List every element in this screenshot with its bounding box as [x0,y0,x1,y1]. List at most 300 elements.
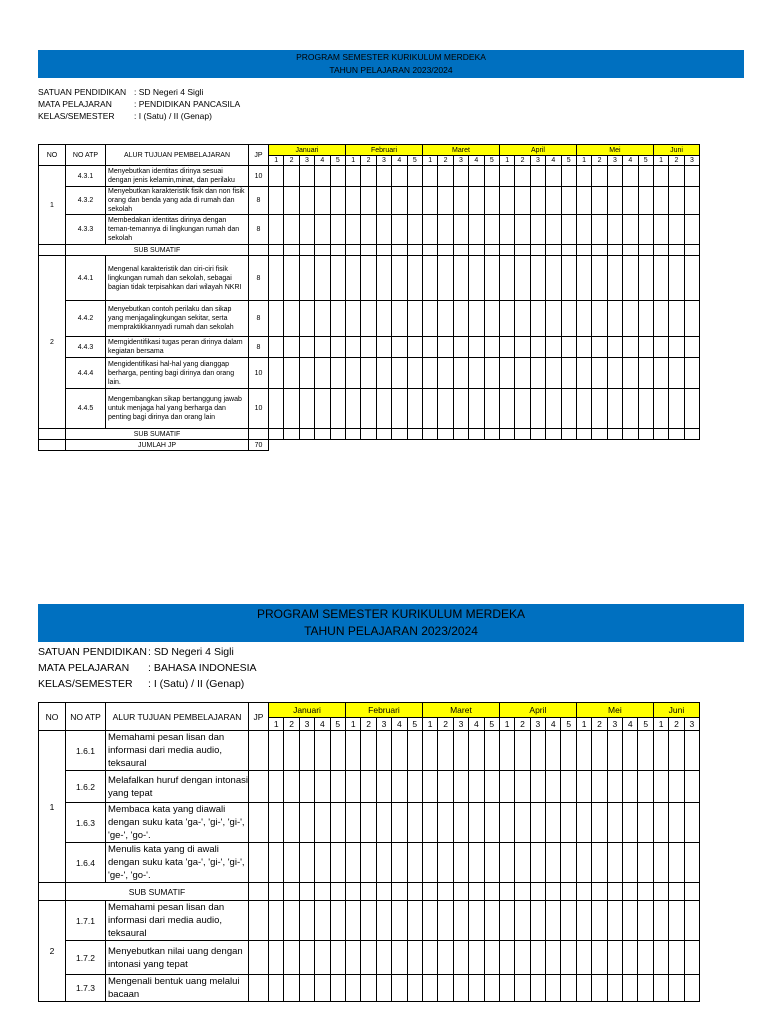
schedule-cell [284,883,299,901]
schedule-cell [392,803,407,843]
schedule-cell [653,358,668,389]
schedule-cell [546,731,561,771]
schedule-cell [361,771,376,803]
schedule-cell [453,358,468,389]
schedule-cell [530,215,545,245]
schedule-cell [653,256,668,301]
jp-value: 8 [249,187,269,215]
week-number: 4 [392,156,407,166]
blank-cell [39,440,66,451]
schedule-cell [392,187,407,215]
schedule-cell [499,803,514,843]
schedule-cell [561,429,576,440]
month-header: April [499,703,576,718]
schedule-cell [315,803,330,843]
schedule-cell [484,215,499,245]
schedule-cell [346,187,361,215]
schedule-cell [438,803,453,843]
schedule-cell [376,883,391,901]
month-header: Mei [576,145,653,156]
schedule-cell [315,245,330,256]
schedule-cell [376,771,391,803]
schedule-cell [438,358,453,389]
schedule-cell [376,215,391,245]
schedule-cell [669,187,684,215]
schedule-cell [423,337,438,358]
schedule-cell [546,941,561,975]
schedule-cell [453,256,468,301]
schedule-cell [607,187,622,215]
schedule-cell [346,166,361,187]
week-number: 3 [376,718,391,731]
jp-value [249,975,269,1002]
jp-value: 10 [249,389,269,429]
schedule-cell [438,215,453,245]
schedule-cell [469,883,484,901]
schedule-cell [515,166,530,187]
schedule-cell [515,803,530,843]
schedule-cell [299,941,314,975]
document-year: TAHUN PELAJARAN 2023/2024 [304,624,478,638]
atp-description: Menyebutkan nilai uang dengan intonasi yang tepat [106,941,249,975]
schedule-cell [269,883,284,901]
schedule-cell [453,187,468,215]
schedule-cell [361,975,376,1002]
month-header: Maret [422,703,499,718]
schedule-cell [438,771,453,803]
week-number: 3 [530,156,545,166]
schedule-cell [607,901,622,941]
col-header-no: NO [39,703,66,731]
jp-value [249,429,269,440]
week-number: 3 [299,718,314,731]
schedule-cell [653,245,668,256]
meta-row [38,110,240,122]
schedule-cell [638,843,653,883]
schedule-cell [330,901,345,941]
schedule-cell [453,215,468,245]
schedule-cell [423,301,438,337]
schedule-cell [376,256,391,301]
meta-label: KELAS/SEMESTER [38,111,115,121]
schedule-cell [361,256,376,301]
atp-description: Memahami pesan lisan dan informasi dari media audio, teksaural [106,731,249,771]
table-row [39,187,700,215]
schedule-cell [284,358,299,389]
schedule-cell [376,358,391,389]
table-row [39,803,700,843]
schedule-cell [423,245,438,256]
schedule-cell [684,771,699,803]
week-number: 3 [684,718,699,731]
schedule-cell [515,975,530,1002]
schedule-cell [607,256,622,301]
meta-row [38,86,240,98]
schedule-cell [561,301,576,337]
schedule-cell [392,941,407,975]
schedule-cell [453,166,468,187]
schedule-cell [346,901,361,941]
schedule-cell [669,215,684,245]
schedule-cell [576,358,591,389]
schedule-cell [607,245,622,256]
jp-value: 8 [249,301,269,337]
schedule-cell [284,301,299,337]
schedule-cell [361,731,376,771]
schedule-cell [669,301,684,337]
schedule-cell [592,245,607,256]
schedule-cell [484,843,499,883]
schedule-cell [669,803,684,843]
schedule-cell [607,301,622,337]
schedule-cell [392,901,407,941]
schedule-cell [530,803,545,843]
schedule-cell [407,941,422,975]
schedule-cell [530,975,545,1002]
schedule-cell [576,771,591,803]
schedule-cell [561,803,576,843]
schedule-cell [546,215,561,245]
schedule-cell [546,389,561,429]
schedule-cell [299,803,314,843]
schedule-cell [576,941,591,975]
schedule-cell [546,166,561,187]
schedule-cell [530,843,545,883]
schedule-cell [269,975,284,1002]
group-number: 1 [39,166,66,245]
schedule-cell [269,187,284,215]
schedule-cell [284,256,299,301]
schedule-cell [469,358,484,389]
schedule-cell [515,901,530,941]
week-number: 2 [515,718,530,731]
schedule-cell [392,215,407,245]
week-number: 3 [453,718,468,731]
schedule-cell [638,901,653,941]
schedule-cell [469,731,484,771]
schedule-cell [561,731,576,771]
col-header-jp: JP [249,703,269,731]
schedule-cell [684,389,699,429]
schedule-cell [469,337,484,358]
schedule-cell [607,771,622,803]
schedule-cell [453,337,468,358]
schedule-cell [561,187,576,215]
schedule-cell [546,187,561,215]
jp-value: 10 [249,166,269,187]
atp-code: 1.6.4 [66,843,106,883]
col-header-jp: JP [249,145,269,166]
schedule-cell [315,215,330,245]
schedule-cell [607,975,622,1002]
schedule-cell [376,843,391,883]
schedule-cell [407,771,422,803]
week-number: 3 [376,156,391,166]
schedule-cell [269,245,284,256]
meta-label: MATA PELAJARAN [38,662,130,674]
atp-description: Mengidentifikasi hal-hal yang dianggap berharga, penting bagi dirinya dan orang lain. [106,358,249,389]
schedule-cell [669,941,684,975]
schedule-cell [499,187,514,215]
schedule-cell [561,215,576,245]
blank-cell [39,883,66,901]
schedule-cell [684,245,699,256]
schedule-cell [576,901,591,941]
schedule-cell [422,941,437,975]
schedule-cell [515,731,530,771]
schedule-cell [515,771,530,803]
schedule-cell [684,301,699,337]
schedule-cell [438,975,453,1002]
schedule-cell [299,256,314,301]
week-number: 5 [638,156,653,166]
schedule-cell [561,975,576,1002]
schedule-cell [546,803,561,843]
atp-description: Membaca kata yang diawali dengan suku kata 'ga-', 'gi-', 'gi-', 'ge-', 'go-'. [106,803,249,843]
schedule-cell [361,429,376,440]
schedule-cell [376,389,391,429]
meta-label: MATA PELAJARAN [38,99,112,109]
schedule-cell [623,843,638,883]
schedule-cell [561,941,576,975]
schedule-cell [484,301,499,337]
table-row [39,337,700,358]
schedule-cell [515,245,530,256]
schedule-cell [392,301,407,337]
blank-cell [269,440,700,451]
schedule-cell [315,187,330,215]
schedule-cell [361,843,376,883]
jp-value [249,883,269,901]
schedule-cell [346,803,361,843]
week-number: 1 [269,156,284,166]
schedule-cell [392,429,407,440]
schedule-cell [453,843,468,883]
schedule-cell [361,941,376,975]
schedule-cell [669,429,684,440]
schedule-cell [499,843,514,883]
schedule-cell [469,187,484,215]
schedule-cell [269,166,284,187]
week-number: 2 [592,718,607,731]
schedule-cell [638,166,653,187]
schedule-cell [484,358,499,389]
atp-code: 1.6.2 [66,771,106,803]
schedule-cell [422,883,437,901]
table-row [39,389,700,429]
schedule-cell [453,941,468,975]
week-number: 4 [623,156,638,166]
schedule-cell [561,843,576,883]
schedule-cell [684,337,699,358]
schedule-cell [453,803,468,843]
schedule-cell [638,389,653,429]
atp-description: Menyebutkan karakteristik fisik dan non fisik orang dan benda yang ada di rumah dan sekolah [106,187,249,215]
schedule-cell [269,215,284,245]
col-header-no: NO [39,145,66,166]
schedule-cell [623,941,638,975]
schedule-cell [453,975,468,1002]
schedule-cell [407,803,422,843]
month-header: Mei [576,703,653,718]
schedule-cell [499,941,514,975]
schedule-cell [330,215,345,245]
schedule-cell [669,731,684,771]
document-title: PROGRAM SEMESTER KURIKULUM MERDEKA [296,52,486,62]
schedule-cell [330,429,345,440]
schedule-cell [346,256,361,301]
schedule-cell [315,941,330,975]
meta-value: : I (Satu) / II (Genap) [134,111,212,121]
week-number: 1 [422,718,437,731]
schedule-cell [684,187,699,215]
schedule-cell [653,429,668,440]
schedule-cell [576,975,591,1002]
jp-value: 8 [249,215,269,245]
schedule-cell [330,301,345,337]
week-number: 2 [361,156,376,166]
atp-description: Mengenal karakteristik dan ciri-ciri fisik lingkungan rumah dan sekolah, sebagai bagian tidak terpisahkan dari wilayah NKRI [106,256,249,301]
schedule-cell [653,337,668,358]
jp-value [249,731,269,771]
schedule-cell [638,301,653,337]
week-number: 2 [284,156,299,166]
schedule-cell [684,215,699,245]
schedule-cell [438,843,453,883]
atp-description: Mengembangkan sikap bertanggung jawab untuk menjaga hal yang berharga dan penting bagi dirinya dan orang lain [106,389,249,429]
schedule-cell [499,256,514,301]
schedule-cell [330,803,345,843]
schedule-cell [376,337,391,358]
week-number: 5 [561,156,576,166]
schedule-cell [623,731,638,771]
schedule-cell [607,731,622,771]
schedule-cell [330,187,345,215]
schedule-cell [453,429,468,440]
schedule-cell [438,301,453,337]
schedule-cell [607,337,622,358]
schedule-cell [530,187,545,215]
schedule-cell [315,337,330,358]
schedule-cell [669,389,684,429]
schedule-cell [423,215,438,245]
schedule-cell [269,358,284,389]
schedule-cell [576,843,591,883]
schedule-cell [346,337,361,358]
schedule-cell [561,245,576,256]
week-number: 3 [607,156,622,166]
jp-value: 8 [249,337,269,358]
schedule-cell [623,166,638,187]
schedule-cell [561,901,576,941]
schedule-cell [515,301,530,337]
schedule-cell [576,883,591,901]
schedule-cell [315,389,330,429]
jp-value [249,901,269,941]
meta-label: SATUAN PENDIDIKAN [38,646,147,658]
schedule-cell [361,358,376,389]
schedule-cell [392,771,407,803]
week-number: 5 [561,718,576,731]
schedule-cell [515,843,530,883]
schedule-cell [684,941,699,975]
month-header: Juni [653,703,699,718]
program-semester-bahasa-indonesia [38,604,744,1024]
schedule-cell [484,731,499,771]
schedule-cell [315,256,330,301]
schedule-cell [299,429,314,440]
schedule-cell [530,389,545,429]
schedule-cell [361,187,376,215]
table-row [39,941,700,975]
schedule-cell [299,843,314,883]
schedule-cell [299,215,314,245]
schedule-cell [438,901,453,941]
atp-code: 4.3.2 [66,187,106,215]
schedule-cell [623,256,638,301]
table-row [39,256,700,301]
schedule-cell [392,337,407,358]
schedule-cell [653,941,668,975]
week-number: 1 [346,156,361,166]
schedule-cell [653,843,668,883]
schedule-cell [669,166,684,187]
schedule-cell [546,901,561,941]
schedule-cell [469,245,484,256]
document-meta [38,86,240,122]
schedule-cell [515,429,530,440]
schedule-cell [469,301,484,337]
schedule-cell [284,429,299,440]
week-number: 1 [269,718,284,731]
schedule-cell [592,187,607,215]
schedule-cell [607,843,622,883]
schedule-cell [330,389,345,429]
schedule-cell [546,358,561,389]
col-header-atp: ALUR TUJUAN PEMBELAJARAN [106,145,249,166]
schedule-cell [623,389,638,429]
schedule-cell [546,883,561,901]
schedule-cell [561,771,576,803]
total-jp-value: 70 [249,440,269,451]
schedule-cell [653,975,668,1002]
meta-row [38,660,257,676]
schedule-cell [392,731,407,771]
schedule-cell [392,245,407,256]
schedule-cell [684,803,699,843]
schedule-cell [546,256,561,301]
schedule-cell [653,389,668,429]
atp-code: 4.4.5 [66,389,106,429]
schedule-cell [392,256,407,301]
schedule-cell [269,843,284,883]
week-number: 2 [284,718,299,731]
atp-description: Melafalkan huruf dengan intonasi yang tepat [106,771,249,803]
schedule-cell [299,975,314,1002]
schedule-cell [299,389,314,429]
schedule-cell [484,883,499,901]
schedule-cell [330,843,345,883]
schedule-cell [684,358,699,389]
schedule-cell [299,771,314,803]
table-row [39,771,700,803]
jp-value [249,843,269,883]
schedule-cell [469,771,484,803]
schedule-cell [361,337,376,358]
schedule-cell [269,337,284,358]
meta-row [38,676,257,692]
schedule-cell [607,941,622,975]
